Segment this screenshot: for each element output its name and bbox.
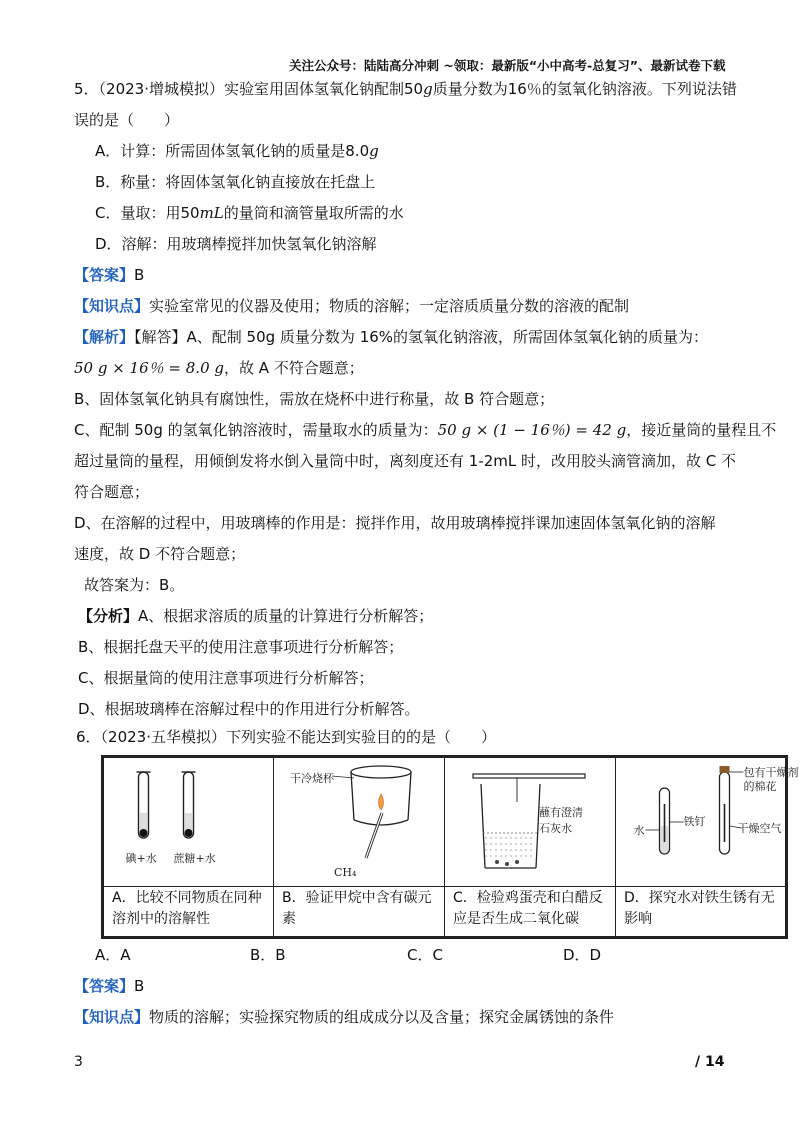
page-number: 3 xyxy=(74,1054,83,1070)
beaker-flame-figure xyxy=(274,758,444,886)
q5-option-c-value: 50 xyxy=(180,204,200,222)
label-sucrose-water: 蔗糖+水 xyxy=(173,852,216,865)
q5-analysis-line6: 符合题意； xyxy=(74,483,150,501)
q6-caption-c: C．检验鸡蛋壳和白醋反应是否生成二氧化碳 xyxy=(445,887,616,938)
q5-fenxi-line2: B、根据托盘天平的使用注意事项进行分析解答； xyxy=(78,638,404,656)
q6-cell-c-image xyxy=(445,757,616,887)
q6-choice-c[interactable]: C．C xyxy=(407,946,443,964)
q5-analysis-text2: ，故 A 不符合题意； xyxy=(223,359,364,377)
q5-stem-mid: 质量分数为 xyxy=(432,80,508,98)
label-cotton: 的棉花 xyxy=(743,780,777,793)
q6-knowledge-points xyxy=(74,1007,614,1027)
q5-analysis-text1: 【解答】A、配制 50g 质量分数为 16%的氢氧化钠溶液，所需固体氢氧化钠的质量为： xyxy=(134,328,709,346)
q5-option-c[interactable] xyxy=(95,203,404,223)
q5-fenxi-line1 xyxy=(78,606,433,626)
q5-kp-tag: 【知识点】 xyxy=(74,297,150,315)
q6-choice-b[interactable]: B．B xyxy=(250,946,286,964)
label-cold-beaker: 干冷烧杯 xyxy=(290,772,334,785)
q5-knowledge-points xyxy=(74,296,629,316)
label-iron-nail: 铁钉 xyxy=(683,815,706,828)
q6-cell-a-image xyxy=(103,757,274,887)
q5-analysis-line3: B、固体氢氧化钠具有腐蚀性，需放在烧杯中进行称量，故 B 符合题意； xyxy=(74,390,555,408)
q5-fenxi-text1: A、根据求溶质的质量的计算进行分析解答； xyxy=(138,607,434,625)
q5-analysis-line1 xyxy=(74,327,708,347)
q6-answer-value: B xyxy=(134,977,145,995)
iron-nail-rust-figure xyxy=(616,758,799,886)
q5-analysis-math2: 50 g × (1 − 16％) = 42 g xyxy=(437,421,627,439)
q6-kp-text: 物质的溶解；实验探究物质的组成成分以及含量；探究金属锈蚀的条件 xyxy=(149,1008,615,1026)
q5-stem-pct: 16％ xyxy=(507,80,542,98)
q5-analysis-line8: 速度，故 D 不符合题意； xyxy=(74,545,246,563)
q5-stem-unit: g xyxy=(423,80,433,98)
q5-option-c-text: C．量取：用 xyxy=(95,204,181,222)
eggshell-vinegar-figure xyxy=(445,758,615,886)
test-tubes-figure xyxy=(104,758,273,886)
q5-analysis-line9: 故答案为：B。 xyxy=(84,576,185,594)
label-iodine-water: 碘+水 xyxy=(125,852,157,865)
q5-stem-line1 xyxy=(74,79,737,99)
page-total: / 14 xyxy=(695,1054,725,1070)
q5-analysis-text4: C、配制 50g 的氢氧化钠溶液时，需量取水的质量为： xyxy=(74,421,438,439)
q5-option-a-value: 8.0 xyxy=(345,142,370,160)
q5-option-a-unit: g xyxy=(369,142,379,160)
q5-stem-post: 的氢氧化钠溶液。下列说法错 xyxy=(541,80,737,98)
q5-fenxi-line4: D、根据玻璃棒在溶解过程中的作用进行分析解答。 xyxy=(78,700,420,718)
q6-caption-b: B．验证甲烷中含有碳元素 xyxy=(274,887,445,938)
q5-stem-pre: 5．（2023·增城模拟）实验室用固体氢氧化钠配制 xyxy=(74,80,404,98)
q5-option-a-text: A．计算：所需固体氢氧化钠的质量是 xyxy=(95,142,346,160)
q6-stem: 6．（2023·五华模拟）下列实验不能达到实验目的的是（ ） xyxy=(76,728,496,746)
q5-kp-text: 实验室常见的仪器及使用；物质的溶解；一定溶质质量分数的溶液的配制 xyxy=(149,297,630,315)
q6-caption-d: D．探究水对铁生锈有无影响 xyxy=(616,887,787,938)
q5-analysis-math1: 50 g × 16％ = 8.0 g xyxy=(74,359,224,377)
q5-analysis-line4 xyxy=(74,420,776,440)
page-header: 关注公众号：陆陆高分冲刺 ~领取：最新版“小中高考-总复习”、最新试卷下载 xyxy=(289,58,726,73)
label-dipped-in: 蘸有澄清 xyxy=(539,806,583,819)
q6-kp-tag: 【知识点】 xyxy=(74,1008,150,1026)
q6-cell-d-image xyxy=(616,757,799,887)
q5-option-c-unit: mL xyxy=(199,204,224,222)
q5-analysis-tag: 【解析】 xyxy=(74,328,135,346)
q5-stem-line2: 误的是（ ） xyxy=(74,111,180,129)
q6-answer xyxy=(74,976,144,996)
q6-experiment-table xyxy=(101,755,799,939)
q5-stem-mass: 50 xyxy=(404,80,424,98)
label-desiccant: 包有干燥剂 xyxy=(743,766,799,779)
q5-answer-value: B xyxy=(134,266,145,284)
q5-fenxi-tag: 【分析】 xyxy=(78,607,139,625)
label-dry-air: 干燥空气 xyxy=(737,822,782,835)
q6-caption-a: A．比较不同物质在同种溶剂中的溶解性 xyxy=(103,887,274,938)
q5-option-b[interactable]: B．称量：将固体氢氧化钠直接放在托盘上 xyxy=(95,173,376,191)
q6-choice-d[interactable]: D．D xyxy=(563,946,602,964)
q6-choice-a[interactable]: A．A xyxy=(95,946,131,964)
q5-analysis-line5: 超过量筒的量程，用倾倒发将水倒入量筒中时，离刻度还有 1-2mL 时，改用胶头滴管滴加，故 C 不 xyxy=(74,452,737,470)
q5-analysis-line2 xyxy=(74,358,364,378)
q5-option-d[interactable]: D．溶解：用玻璃棒搅拌加快氢氧化钠溶解 xyxy=(95,235,377,253)
q5-fenxi-line3: C、根据量筒的使用注意事项进行分析解答； xyxy=(78,669,374,687)
q6-cell-b-image xyxy=(274,757,445,887)
label-water: 水 xyxy=(633,824,645,837)
label-ch4: CH₄ xyxy=(334,866,357,879)
q5-answer xyxy=(74,265,144,285)
q6-answer-tag: 【答案】 xyxy=(74,977,135,995)
q5-analysis-text4b: ，接近量筒的量程且不 xyxy=(626,421,777,439)
label-limewater: 石灰水 xyxy=(539,822,572,835)
q5-answer-tag: 【答案】 xyxy=(74,266,135,284)
q5-analysis-line7: D、在溶解的过程中，用玻璃棒的作用是：搅拌作用，故用玻璃棒搅拌课加速固体氢氧化钠的溶解 xyxy=(74,514,716,532)
q5-option-a[interactable] xyxy=(95,141,379,161)
q5-option-c-post: 的量筒和滴管量取所需的水 xyxy=(223,204,404,222)
